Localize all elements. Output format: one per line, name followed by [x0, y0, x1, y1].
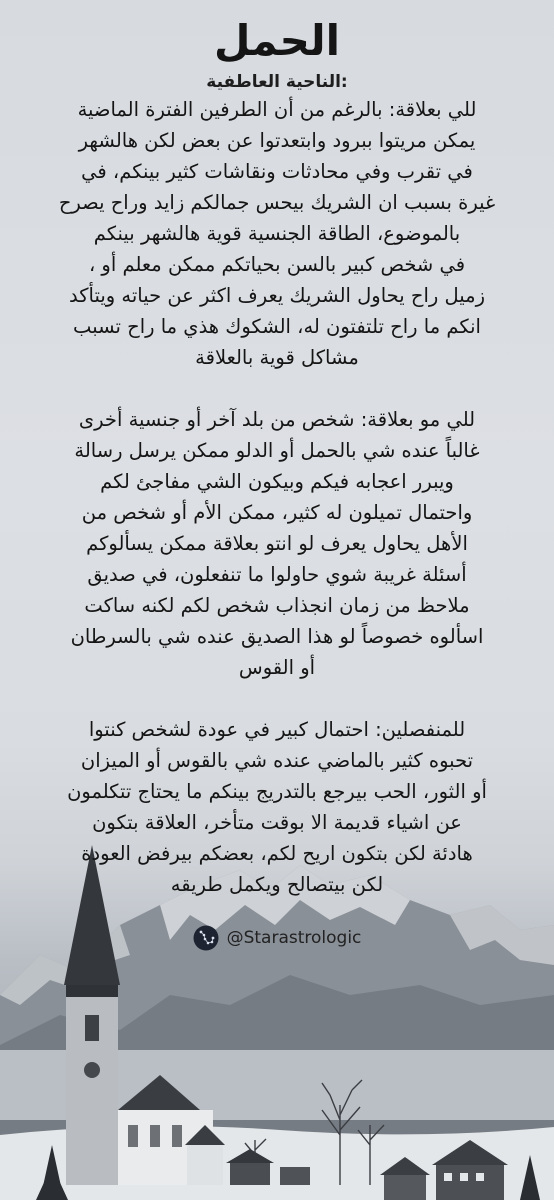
post-title: الحمل — [213, 16, 341, 65]
text-line: بالموضوع، الطاقة الجنسية قوية هالشهر بينكم — [93, 222, 461, 245]
text-line: انكم ما راح تلتفتون له، الشكوك هذي ما راح تسبب — [73, 315, 481, 338]
account-handle[interactable] — [193, 925, 362, 951]
text-line: تحبوه كثير بالماضي عنده شي بالقوس أو الميزان — [80, 749, 474, 772]
text-line: للي بعلاقة: بالرغم من أن الطرفين الفترة الماضية — [77, 98, 477, 121]
text-line: أو الثور، الحب بيرجع بالتدريج بينكم ما يحتاج تتكلمون — [67, 780, 487, 803]
section-separated — [0, 714, 554, 900]
text-line: يمكن مريتوا ببرود وابتعدتوا عن بعض لكن هالشهر — [78, 129, 476, 152]
text-line: أو القوس — [238, 656, 316, 679]
text-line: للمنفصلين: احتمال كبير في عودة لشخص كنتوا — [88, 718, 466, 741]
scorpio-constellation-icon — [193, 925, 219, 951]
post-subtitle: :الناحية العاطفية — [206, 72, 348, 92]
text-line: اسألوه خصوصاً لو هذا الصديق عنده شي بالسرطان — [70, 625, 484, 648]
text-line: ملاحظ من زمان انجذاب شخص لكم لكنه ساكت — [84, 594, 470, 617]
text-line: أسئلة غريبة شوي حاولوا ما تنفعلون، في صديق — [87, 563, 467, 586]
section-in-relationship — [0, 94, 554, 373]
text-line: في تقرب وفي محادثات ونقاشات كثير بينكم، في — [81, 160, 473, 183]
text-line: الأهل يحاول يعرف لو انتو بعلاقة ممكن يسألوكم — [86, 532, 468, 555]
text-line: زميل راح يحاول الشريك يعرف اكثر عن حياته ويتأكد — [68, 284, 486, 307]
handle-text: @Starastrologic — [226, 928, 362, 948]
watermark — [0, 925, 554, 955]
text-line: مشاكل قوية بالعلاقة — [195, 346, 359, 369]
text-line: عن اشياء قديمة الا بوقت متأخر، العلاقة بتكون — [92, 811, 462, 834]
text-line: لكن بيتصالح ويكمل طريقه — [170, 873, 384, 896]
section-single — [0, 404, 554, 683]
text-line: للي مو بعلاقة: شخص من بلد آخر أو جنسية أخرى — [78, 408, 476, 431]
text-line: غالباً عنده شي بالحمل أو الدلو ممكن يرسل رسالة — [74, 439, 480, 462]
text-line: ويبرر اعجابه فيكم وبيكون الشي مفاجئ لكم — [100, 470, 454, 493]
text-line: في شخص كبير بالسن بحياتكم ممكن معلم أو ، — [88, 253, 466, 276]
text-line: هادئة لكن بتكون اريح لكم، بعضكم بيرفض العودة — [81, 842, 473, 865]
text-line: واحتمال تميلون له كثير، ممكن الأم أو شخص من — [81, 501, 473, 524]
text-line: غيرة بسبب ان الشريك بيحس جمالكم زايد وراح يصرح — [58, 191, 496, 214]
